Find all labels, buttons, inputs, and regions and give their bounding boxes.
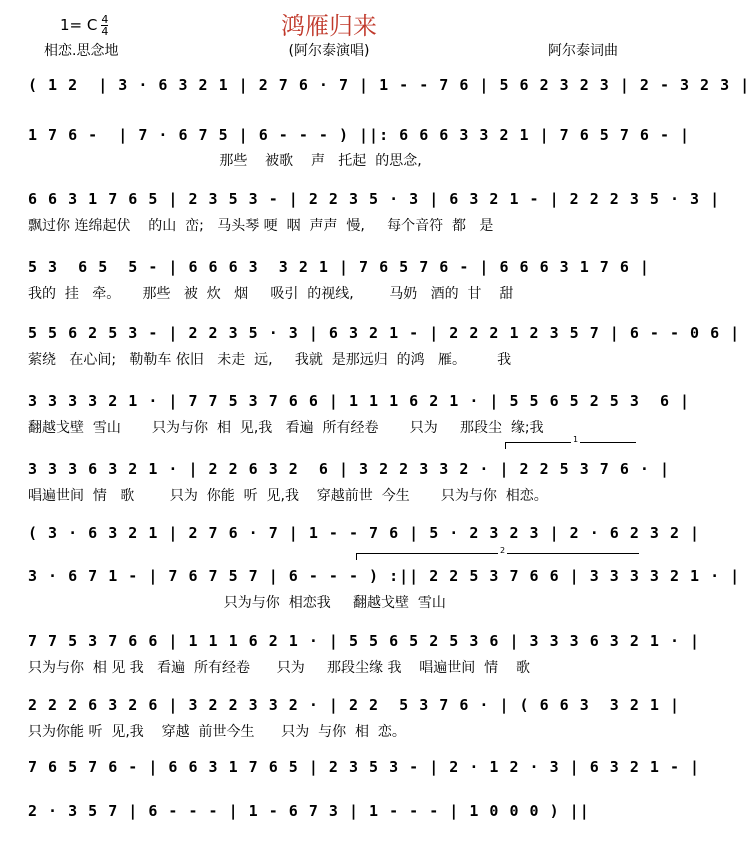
time-signature [101,14,108,37]
notes-row-10: 7 7 5 3 7 6 6 | 1 1 1 6 2 1 · | 5 5 6 5 2 5 3 6 | 3 3 3 6 3 2 1 · | [28,632,701,650]
key-label: 1= C [60,16,98,34]
time-top: 4 [101,13,109,26]
notes-row-2: 1 7 6 - | 7 · 6 7 5 | 6 - - - ) ||: 6 6 6 3 3 2 1 | 7 6 5 7 6 - | [28,126,691,144]
notes-row-8: ( 3 · 6 3 2 1 | 2 7 6 · 7 | 1 - - 7 6 | 5 · 2 3 2 3 | 2 · 6 2 3 2 | [28,524,701,542]
lyric-row-3: 飘过你 连绵起伏 的山 峦; 马头琴 哽 咽 声声 慢, 每个音符 都 是 [28,218,494,234]
tempo-marking: 相恋.思念地 [44,43,119,59]
notes-row-6: 3 3 3 3 2 1 · | 7 7 5 3 7 6 6 | 1 1 1 6 2 1 · | 5 5 6 5 2 5 3 6 | [28,392,691,410]
notes-row-12: 7 6 5 7 6 - | 6 6 3 1 7 6 5 | 2 3 5 3 - | 2 · 1 2 · 3 | 6 3 2 1 - | [28,758,701,776]
lyric-row-11: 只为你能 听 见,我 穿越 前世今生 只为 与你 相 恋。 [28,724,406,740]
page-title: 鸿雁归来 [281,12,377,40]
notes-row-5: 5 5 6 2 5 3 - | 2 2 3 5 · 3 | 6 3 2 1 - | 2 2 2 1 2 3 5 7 | 6 - - 0 6 | [28,324,741,342]
lyric-row-4: 我的 挂 牵。 那些 被 炊 烟 吸引 的视线, 马奶 酒的 甘 甜 [28,286,514,302]
notes-row-9: 3 · 6 7 1 - | 7 6 7 5 7 | 6 - - - ) :|| 2 2 5 3 7 6 6 | 3 3 3 3 2 1 · | [28,567,741,585]
notes-row-1: ( 1 2 | 3 · 6 3 2 1 | 2 7 6 · 7 | 1 - - 7 6 | 5 6 2 3 2 3 | 2 - 3 2 3 | [28,76,750,94]
lyric-row-9: 只为与你 相恋我 翻越戈壁 雪山 [28,595,446,611]
credit: 阿尔泰词曲 [548,43,618,59]
volta-1: 1 [505,442,636,449]
lyric-row-10: 只为与你 相 见 我 看遍 所有经卷 只为 那段尘缘 我 唱遍世间 情 歌 [28,660,530,676]
notes-row-3: 6 6 3 1 7 6 5 | 2 3 5 3 - | 2 2 3 5 · 3 | 6 3 2 1 - | 2 2 2 3 5 · 3 | [28,190,721,208]
key-signature [60,14,108,37]
notes-row-7: 3 3 3 6 3 2 1 · | 2 2 6 3 2 6 | 3 2 2 3 3 2 · | 2 2 5 3 7 6 · | [28,460,670,478]
notes-row-4: 5 3 6 5 5 - | 6 6 6 3 3 2 1 | 7 6 5 7 6 - | 6 6 6 3 1 7 6 | [28,258,650,276]
lyric-row-2: 那些 被歌 声 托起 的思念, [28,153,422,169]
lyric-row-6: 翻越戈壁 雪山 只为与你 相 见,我 看遍 所有经卷 只为 那段尘 缘;我 [28,420,544,436]
performer: (阿尔泰演唱) [288,43,370,59]
notes-row-13: 2 · 3 5 7 | 6 - - - | 1 - 6 7 3 | 1 - - - | 1 0 0 0 ) || [28,802,590,820]
volta-2: 2 [356,553,639,560]
notes-row-11: 2 2 2 6 3 2 6 | 3 2 2 3 3 2 · | 2 2 5 3 7 6 · | ( 6 6 3 3 2 1 | [28,696,680,714]
time-bottom: 4 [101,25,109,38]
lyric-row-7: 唱遍世间 情 歌 只为 你能 听 见,我 穿越前世 今生 只为与你 相恋。 [28,488,548,504]
lyric-row-5: 萦绕 在心间; 勒勒车 依旧 未走 远, 我就 是那远归 的鸿 雁。 我 [28,352,512,368]
